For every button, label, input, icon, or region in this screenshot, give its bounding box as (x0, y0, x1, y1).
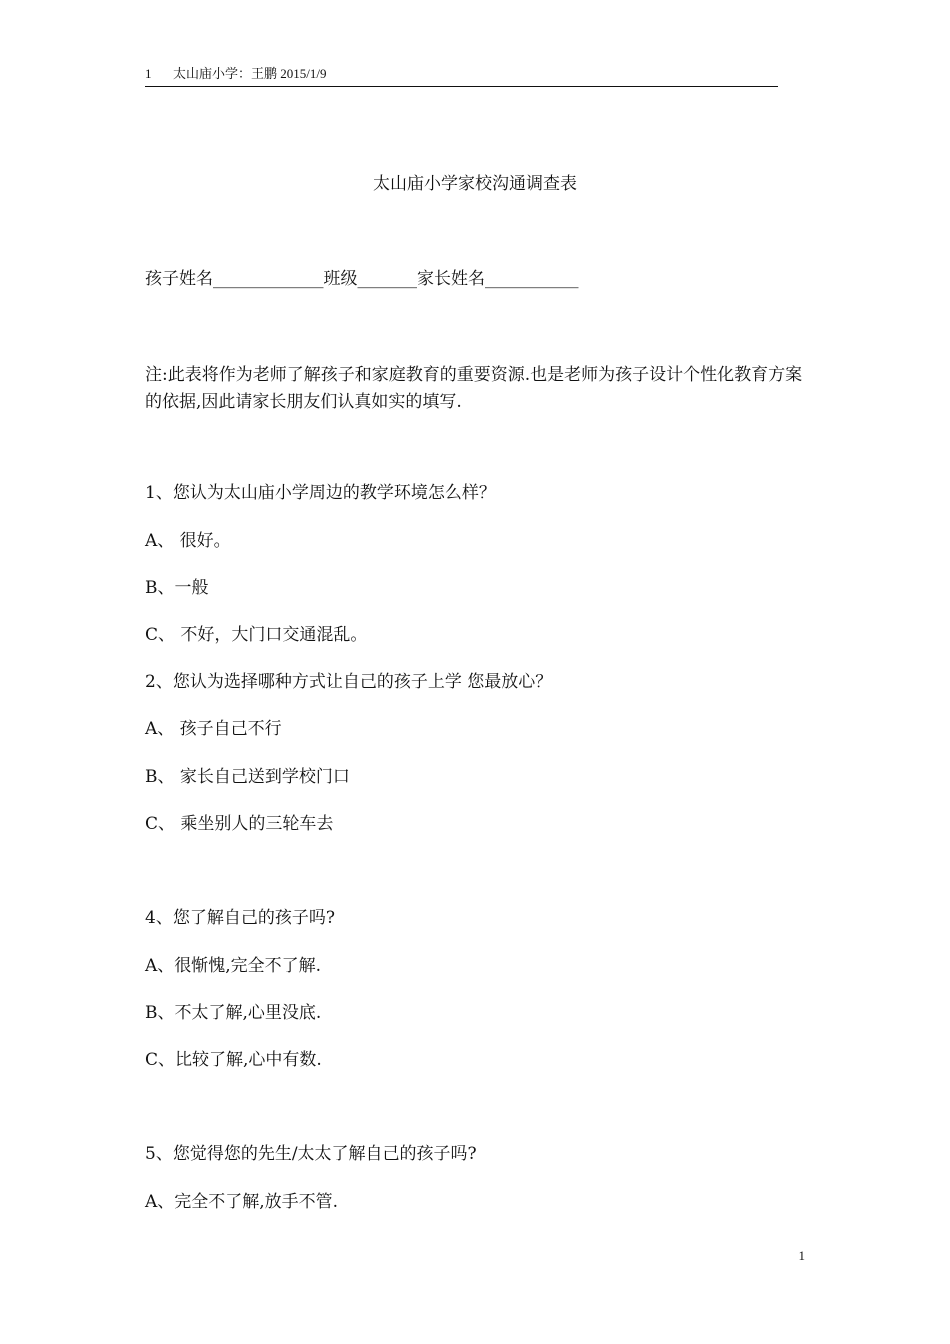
note-paragraph: 注:此表将作为老师了解孩子和家庭教育的重要资源.也是老师为孩子设计个性化教育方案的依据,因此请家长朋友们认真如实的填写. (145, 365, 803, 412)
header-page-number: 1 (145, 66, 152, 81)
question-4-option-b: B、不太了解,心里没底. (145, 1003, 322, 1023)
document-title: 太山庙小学家校沟通调查表 (373, 174, 577, 194)
question-1-option-c: C、 不好，大门口交通混乱。 (145, 625, 368, 645)
question-2: 2、您认为选择哪种方式让自己的孩子上学 您最放心？ (145, 672, 553, 692)
question-4: 4、您了解自己的孩子吗? (145, 908, 335, 928)
question-5: 5、您觉得您的先生/太太了解自己的孩子吗? (145, 1144, 477, 1164)
info-line: 孩子姓名_____________班级_______家长姓名___________ (145, 269, 579, 289)
question-4-option-a: A、很惭愧,完全不了解. (145, 956, 322, 976)
page-header (145, 66, 778, 87)
footer-page-number: 1 (798, 1248, 805, 1263)
question-2-option-b: B、 家长自己送到学校门口 (145, 767, 350, 787)
question-4-option-c: C、比较了解,心中有数. (145, 1050, 322, 1070)
header-text: 太山庙小学：王鹏 2015/1/9 (173, 66, 327, 81)
question-2-option-a: A、 孩子自己不行 (145, 719, 282, 739)
question-5-option-a: A、完全不了解,放手不管. (145, 1192, 339, 1212)
question-1-option-b: B、一般 (145, 578, 209, 598)
question-1-option-a: A、 很好。 (145, 531, 231, 551)
question-2-option-c: C、 乘坐别人的三轮车去 (145, 814, 334, 834)
question-1: 1、您认为太山庙小学周边的教学环境怎么样？ (145, 483, 496, 503)
